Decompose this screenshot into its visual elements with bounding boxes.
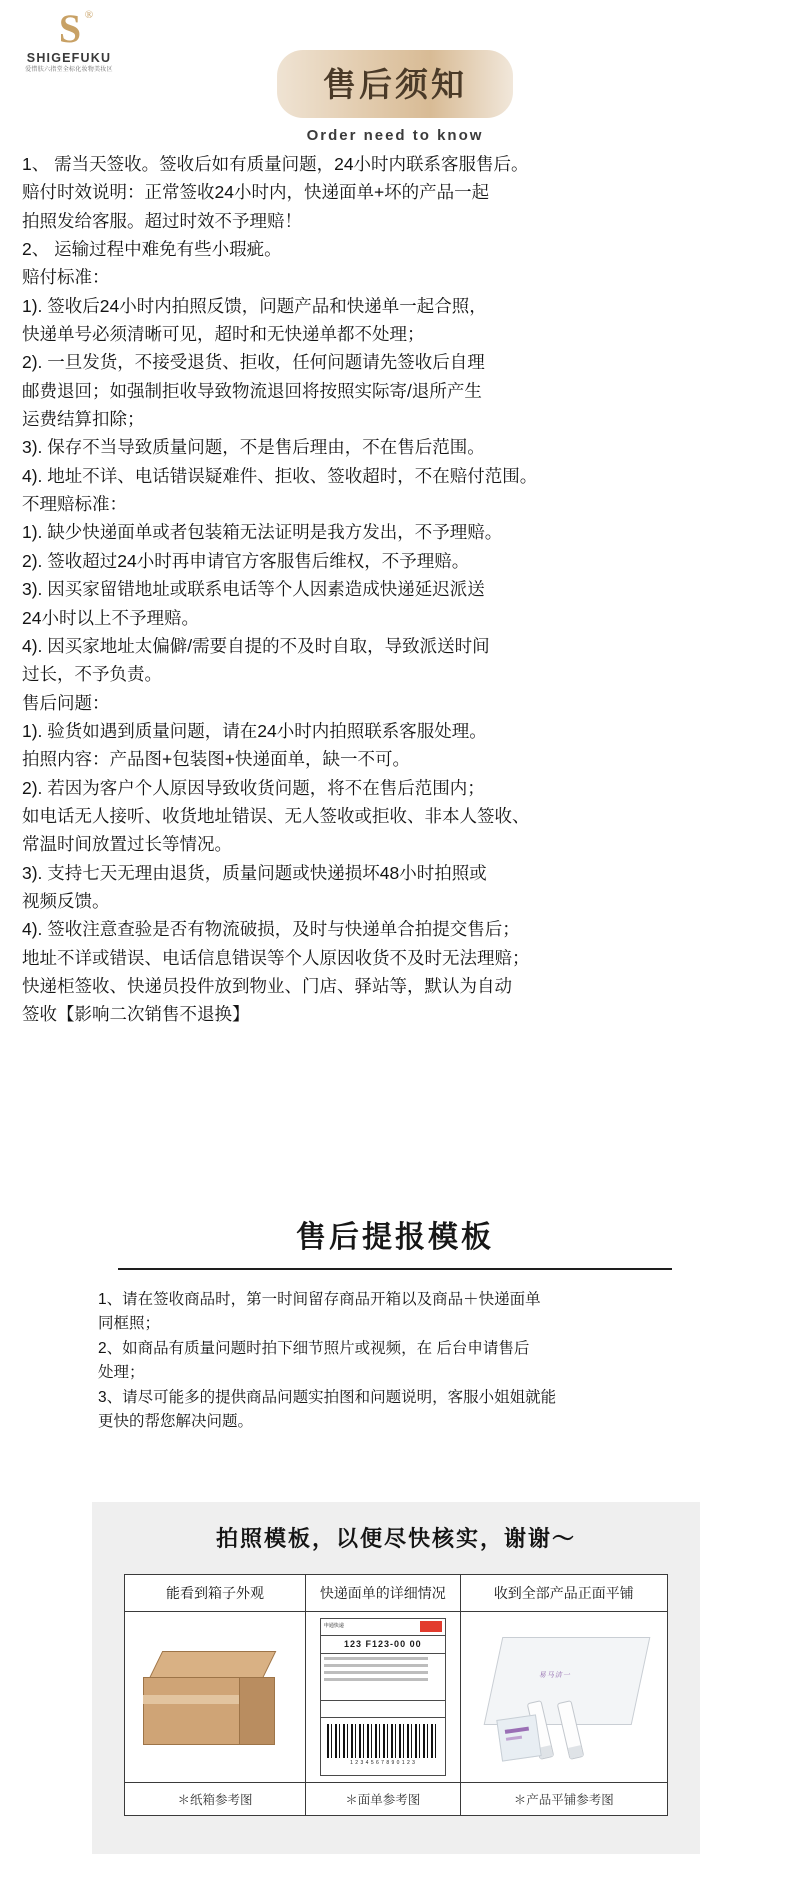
template-line: 同框照； (98, 1315, 161, 1333)
notice-line: 赔付时效说明：正常签收24小时内，快递面单+坏的产品一起 (22, 182, 490, 203)
notice-line: 4). 签收注意查验是否有物流破损，及时与快递单合拍提交售后； (22, 919, 520, 940)
logo-mark (58, 6, 92, 51)
carton-icon (141, 1637, 289, 1757)
template-line: 1、请在签收商品时，第一时间留存商品开箱以及商品＋快递面单 (98, 1291, 541, 1308)
table-row-footers (125, 1783, 668, 1816)
template-section-title: 售后提报模板 (296, 1221, 494, 1254)
column-footer-flatlay: ＊产品平铺参考图 (460, 1783, 667, 1816)
notice-line: 1). 签收后24小时内拍照反馈，问题产品和快递单一起合照， (22, 295, 487, 316)
column-header-flatlay: 收到全部产品正面平铺 (460, 1575, 667, 1612)
template-line: 处理； (98, 1364, 145, 1382)
notice-line: 1、 需当天签收。签收后如有质量问题，24小时内联系客服售后。 (22, 154, 529, 174)
waybill-header (321, 1619, 445, 1636)
cell-waybill-image (306, 1612, 461, 1783)
pouch-stripe (505, 1727, 529, 1734)
notice-line: 4). 地址不详、电话错误疑难件、拒收、签收超时，不在赔付范围。 (22, 465, 538, 486)
logo-letter: S (58, 6, 80, 51)
notice-body (22, 150, 772, 1029)
waybill-line (324, 1678, 428, 1681)
carton-tape (143, 1695, 239, 1704)
photo-example-table (124, 1574, 668, 1816)
notice-line: 签收【影响二次销售不退换】 (22, 1004, 250, 1025)
notice-line: 快递单号必须清晰可见，超时和无快递单都不处理； (22, 324, 425, 345)
notice-line: 不理赔标准： (22, 494, 127, 515)
notice-line: 过长，不予负责。 (22, 664, 162, 685)
notice-line: 24小时以上不予理赔。 (22, 607, 199, 628)
waybill-icon (320, 1618, 446, 1776)
tube-cap (568, 1745, 583, 1759)
photo-template-title: 拍照模板，以便尽快核实，谢谢～ (215, 1526, 576, 1551)
notice-line: 4). 因买家地址太偏僻/需要自提的不及时自取，导致派送时间 (22, 635, 490, 656)
table-row-headers (125, 1575, 668, 1612)
notice-line: 2). 签收超过24小时再申请官方客服售后维权，不予理赔。 (22, 550, 470, 571)
notice-line: 1). 缺少快递面单或者包装箱无法证明是我方发出，不予理赔。 (22, 522, 503, 543)
notice-line: 赔付标准： (22, 267, 110, 288)
template-instructions (98, 1288, 694, 1435)
template-line: 2、如商品有质量问题时拍下细节照片或视频，在 后台申请售后 (98, 1339, 530, 1357)
column-footer-waybill: ＊面单参考图 (306, 1783, 461, 1816)
waybill-number: 123 F123-00 00 (321, 1636, 445, 1654)
notice-line: 2). 一旦发货，不接受退货、拒收，任何问题请先签收后自理 (22, 352, 485, 373)
divider (118, 1268, 672, 1270)
barcode-bars-icon (327, 1724, 439, 1758)
template-line: 3、请尽可能多的提供商品问题实拍图和问题说明，客服小姐姐就能 (98, 1388, 557, 1406)
notice-line: 2). 若因为客户个人原因导致收货问题，将不在售后范围内； (22, 777, 485, 798)
page-title-block (0, 50, 790, 118)
notice-line: 快递柜签收、快递员投件放到物业、门店、驿站等，默认为自动 (22, 975, 512, 996)
notice-line: 视频反馈。 (22, 890, 110, 911)
photo-template-card (92, 1502, 700, 1854)
notice-line: 2、 运输过程中难免有些小瑕疵。 (22, 239, 282, 260)
notice-line: 如电话无人接听、收货地址错误、无人签收或拒收、非本人签收、 (22, 805, 530, 826)
notice-line: 3). 保存不当导致质量问题，不是售后理由，不在售后范围。 (22, 437, 485, 458)
table-row-images (125, 1612, 668, 1783)
cell-carton-image (125, 1612, 306, 1783)
product-brand-label: 易马洁一 (538, 1672, 572, 1679)
waybill-line (324, 1657, 428, 1660)
waybill-address-rows (321, 1654, 445, 1701)
column-header-carton: 能看到箱子外观 (125, 1575, 306, 1612)
product-pouch (496, 1714, 541, 1761)
carton-front-face (143, 1677, 241, 1745)
pouch-stripe (506, 1736, 522, 1741)
cell-flatlay-image (460, 1612, 667, 1783)
column-header-waybill: 快递面单的详细情况 (306, 1575, 461, 1612)
notice-line: 常温时间放置过长等情况。 (22, 834, 232, 855)
page-subtitle: Order need to know (306, 127, 484, 144)
logo-tagline: 爱惜肤六指堂全标化妆物美妆区 (25, 66, 113, 73)
waybill-line (324, 1664, 428, 1667)
registered-trademark-icon: ® (84, 9, 92, 21)
template-line: 更快的帮您解决问题。 (98, 1413, 254, 1431)
column-footer-carton: ＊纸箱参考图 (125, 1783, 306, 1816)
waybill-service-badge (420, 1621, 442, 1632)
notice-line: 售后问题： (22, 692, 110, 713)
products-flatlay-icon (479, 1631, 649, 1763)
waybill-middle-band (321, 1701, 445, 1718)
notice-line: 1). 验货如遇到质量问题，请在24小时内拍照联系客服处理。 (22, 720, 487, 741)
notice-line: 拍照内容：产品图+包装图+快递面单，缺一不可。 (22, 749, 410, 770)
waybill-barcode (321, 1718, 445, 1768)
notice-line: 运费结算扣除； (22, 409, 145, 430)
notice-line: 3). 支持七天无理由退货，质量问题或快递损坏48小时拍照或 (22, 862, 487, 883)
page-title: 售后须知 (277, 50, 513, 118)
waybill-carrier: 申通快递 (323, 1623, 344, 1629)
logo-name: SHIGEFUKU (26, 51, 112, 65)
waybill-line (324, 1671, 428, 1674)
notice-line: 3). 因买家留错地址或联系电话等个人因素造成快递延迟派送 (22, 579, 485, 600)
barcode-number: 1 2 3 4 5 6 7 8 9 0 1 2 3 (350, 1760, 416, 1766)
notice-line: 邮费退回；如强制拒收导致物流退回将按照实际寄/退所产生 (22, 380, 482, 401)
notice-line: 地址不详或错误、电话信息错误等个人原因收货不及时无法理赔； (22, 947, 530, 968)
notice-line: 拍照发给客服。超过时效不予理赔！ (22, 210, 302, 231)
carton-side-face (239, 1677, 275, 1745)
